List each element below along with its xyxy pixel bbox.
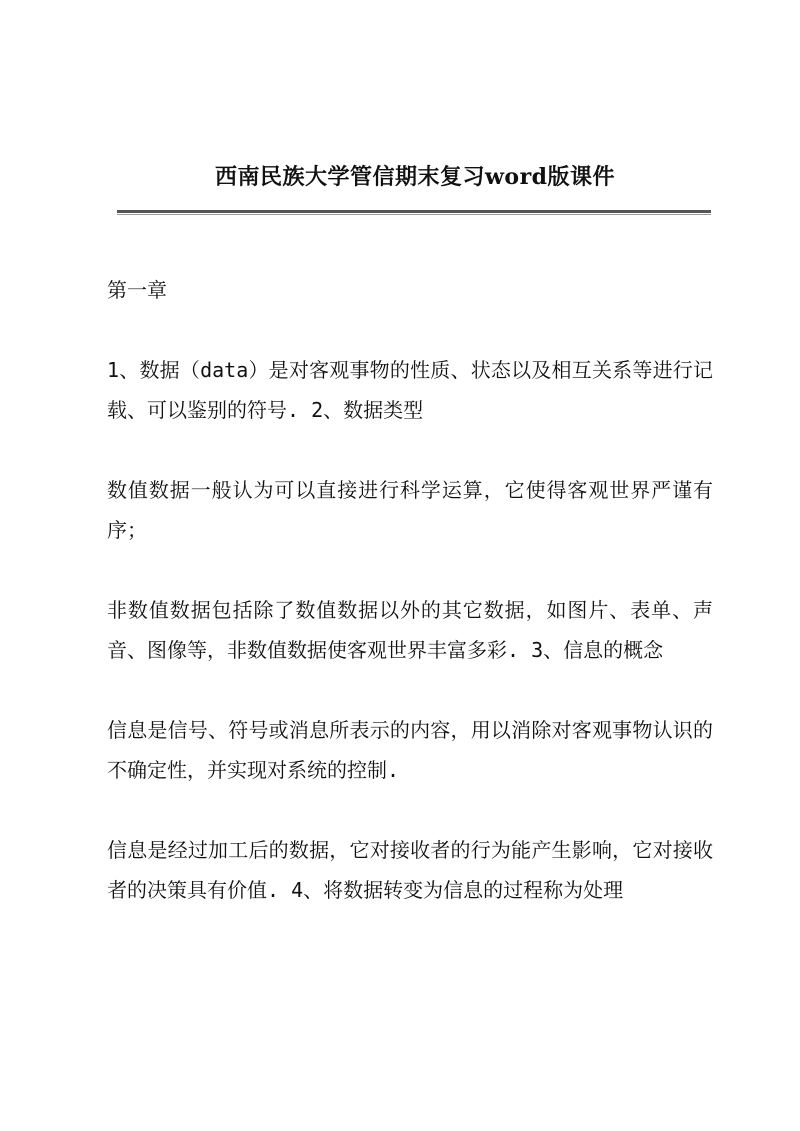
paragraph: 数值数据一般认为可以直接进行科学运算，它使得客观世界严谨有序；: [107, 478, 713, 542]
paragraph: 1、数据（data）是对客观事物的性质、状态以及相互关系等进行记载、可以鉴别的符号. 2、数据类型: [107, 358, 713, 422]
title-divider-thin: [117, 214, 711, 215]
paragraph: 信息是信号、符号或消息所表示的内容，用以消除对客观事物认识的不确定性，并实现对系统的控制.: [107, 718, 713, 782]
paragraph: 非数值数据包括除了数值数据以外的其它数据，如图片、表单、声音、图像等，非数值数据使客观世界丰富多彩. 3、信息的概念: [107, 598, 713, 662]
document-title: 西南民族大学管信期末复习word版课件: [214, 164, 616, 190]
chapter-heading: 第一章: [107, 278, 167, 302]
paragraph: 信息是经过加工后的数据，它对接收者的行为能产生影响，它对接收者的决策具有价值. 4、将数据转变为信息的过程称为处理: [107, 838, 713, 902]
title-divider: [117, 210, 711, 213]
document-body: [107, 270, 713, 950]
